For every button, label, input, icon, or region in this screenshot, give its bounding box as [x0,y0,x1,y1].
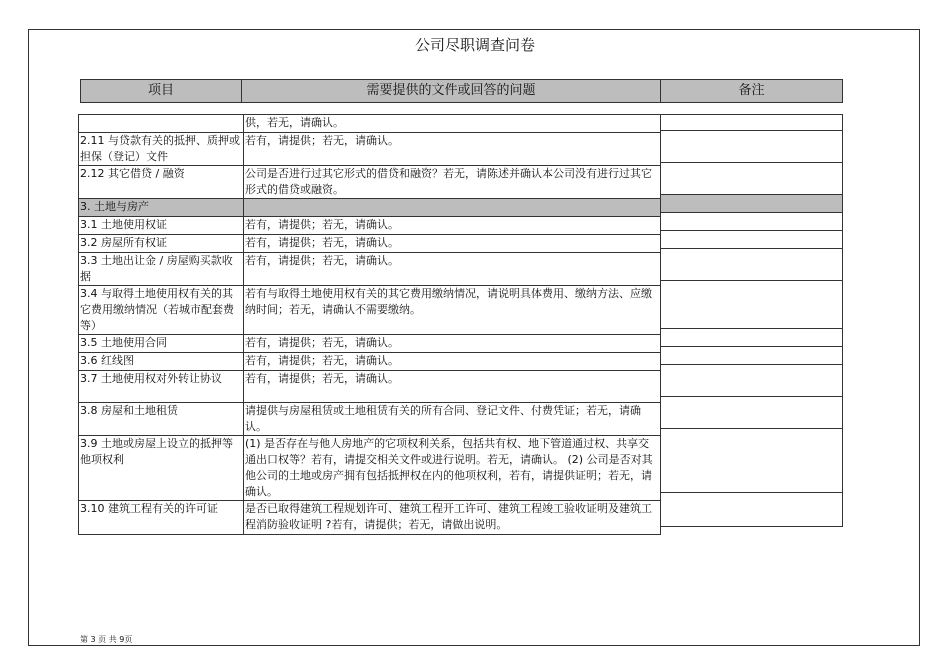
question-cell: 若有，请提供；若无，请确认。 [244,353,661,371]
item-cell: 3.8 房屋和土地租赁 [79,403,244,436]
section-row [79,199,661,217]
question-cell: 公司是否进行过其它形式的借贷和融资？若无，请陈述并确认本公司没有进行过其它形式的借贷或融资。 [244,166,661,199]
remark-cell [661,329,843,347]
remark-row [661,115,843,131]
table-row [79,253,661,286]
question-cell: 若有，请提供；若无，请确认。 [244,133,661,166]
item-cell: 3.7 土地使用权对外转让协议 [79,371,244,403]
remark-row [661,213,843,231]
remark-cell [661,249,843,281]
item-cell: 3.10 建筑工程有关的许可证 [79,501,244,535]
item-cell: 2.12 其它借贷 / 融资 [79,166,244,199]
table-row [79,166,661,199]
header-question: 需要提供的文件或回答的问题 [241,79,661,103]
question-cell: 供，若无，请确认。 [244,115,661,133]
remark-cell [661,131,843,163]
remark-cell [661,429,843,493]
question-cell: 若有，请提供；若无，请确认。 [244,335,661,353]
remark-cell [661,493,843,527]
item-cell: 3.4 与取得土地使用权有关的其它费用缴纳情况（若城市配套费等） [79,286,244,335]
item-cell [79,115,244,133]
remark-cell [661,365,843,397]
remark-cell [661,397,843,429]
header-remark: 备注 [660,79,843,103]
item-cell: 3.1 土地使用权证 [79,217,244,235]
remark-row [661,131,843,163]
question-cell: 若有与取得土地使用权有关的其它费用缴纳情况，请说明具体费用、缴纳方法、应缴纳时间；若无，请确认不需要缴纳。 [244,286,661,335]
questionnaire-table [78,114,661,535]
table-row [79,436,661,501]
page-footer: 第 3 页 共 9页 [80,635,133,644]
item-cell: 2.11 与贷款有关的抵押、质押或担保（登记）文件 [79,133,244,166]
question-cell: 是否已取得建筑工程规划许可、建筑工程开工许可、建筑工程竣工验收证明及建筑工程消防验收证明 ?若有，请提供；若无，请做出说明。 [244,501,661,535]
question-cell: 若有，请提供；若无，请确认。 [244,217,661,235]
remark-row [661,329,843,347]
remark-cell [661,231,843,249]
remark-row [661,249,843,281]
question-cell: (1) 是否存在与他人房地产的它项权利关系，包括共有权、地下管道通过权、共享交通出口权等？若有，请提交相关文件或进行说明。若无，请确认。 (2) 公司是否对其他公司的土地或房产拥有包括抵押权在内的他项权利，若有，请提供证明；若无，请确认。 [244,436,661,501]
remark-cell [661,115,843,131]
table-row [79,217,661,235]
remark-cell [661,347,843,365]
table-row [79,133,661,166]
item-cell: 3.9 土地或房屋上设立的抵押等他项权利 [79,436,244,501]
remark-row [661,195,843,213]
remark-row [661,365,843,397]
remark-row [661,493,843,527]
question-cell: 若有，请提供；若无，请确认。 [244,253,661,286]
remark-cell [661,213,843,231]
table-row [79,371,661,403]
table-row [79,235,661,253]
remark-row [661,281,843,329]
page-title: 公司尽职调查问卷 [414,36,535,54]
table-row [79,501,661,535]
question-cell: 若有，请提供；若无，请确认。 [244,235,661,253]
question-cell: 若有，请提供；若无，请确认。 [244,371,661,403]
remark-row [661,163,843,195]
remark-cell [661,195,843,213]
item-cell: 3. 土地与房产 [79,199,244,217]
item-cell: 3.6 红线图 [79,353,244,371]
remark-column [660,114,843,527]
table-row [79,286,661,335]
remark-cell [661,163,843,195]
remark-row [661,231,843,249]
table-row [79,353,661,371]
question-cell [244,199,661,217]
item-cell: 3.5 土地使用合同 [79,335,244,353]
remark-cell [661,281,843,329]
remark-row [661,429,843,493]
question-cell: 请提供与房屋租赁或土地租赁有关的所有合同、登记文件、付费凭证；若无，请确认。 [244,403,661,436]
table-row [79,335,661,353]
table-row [79,115,661,133]
remark-row [661,397,843,429]
item-cell: 3.3 土地出让金 / 房屋购买款收据 [79,253,244,286]
remark-row [661,347,843,365]
table-row [79,403,661,436]
item-cell: 3.2 房屋所有权证 [79,235,244,253]
header-item: 项目 [80,79,242,103]
